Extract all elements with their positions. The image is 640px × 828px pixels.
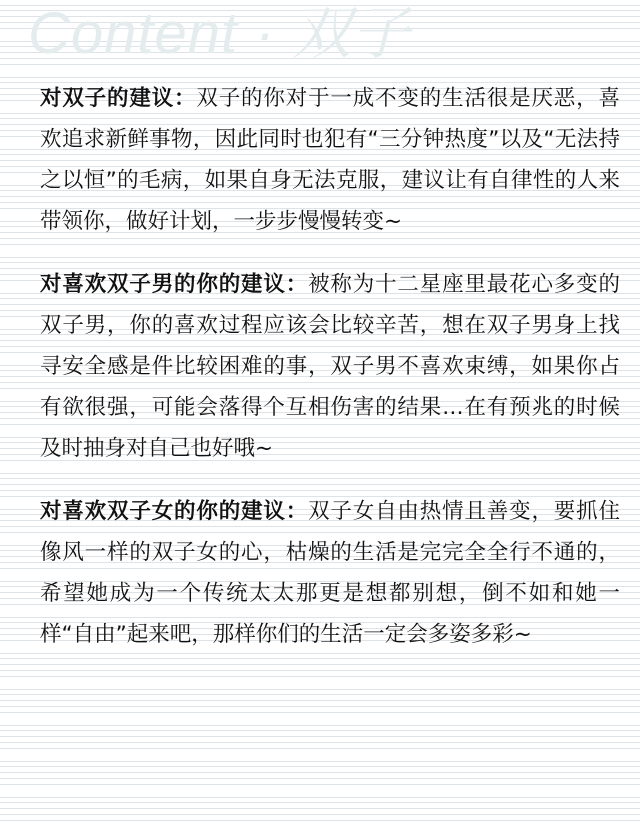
advice-heading: 对喜欢双子男的你的建议： xyxy=(40,272,309,297)
advice-paragraph-gemini-woman xyxy=(40,491,620,655)
page-header-title: Content · 双子 xyxy=(28,1,411,66)
advice-text: 被称为十二星座里最花心多变的双子男，你的喜欢过程应该会比较辛苦，想在双子男身上找寻安全感是件比较困难的事，双子男不喜欢束缚，如果你占有欲很强，可能会落得个互相伤害的结果…在有预兆的时候及时抽身对自己也好哦~ xyxy=(40,272,620,461)
advice-heading: 对喜欢双子女的你的建议： xyxy=(40,499,309,524)
article-content xyxy=(40,78,620,677)
advice-text: 双子女自由热情且善变，要抓住像风一样的双子女的心，枯燥的生活是完完全全行不通的，希望她成为一个传统太太那更是想都别想，倒不如和她一样“自由”起来吧，那样你们的生活一定会多姿多彩~ xyxy=(40,499,620,647)
advice-text: 双子的你对于一成不变的生活很是厌恶，喜欢追求新鲜事物，因此同时也犯有“三分钟热度”以及“无法持之以恒”的毛病，如果自身无法克服，建议让有自律性的人来带领你，做好计划，一步步慢慢转变~ xyxy=(40,86,620,234)
advice-paragraph-gemini xyxy=(40,78,620,242)
advice-heading: 对双子的建议： xyxy=(40,86,197,111)
advice-paragraph-gemini-man xyxy=(40,264,620,469)
